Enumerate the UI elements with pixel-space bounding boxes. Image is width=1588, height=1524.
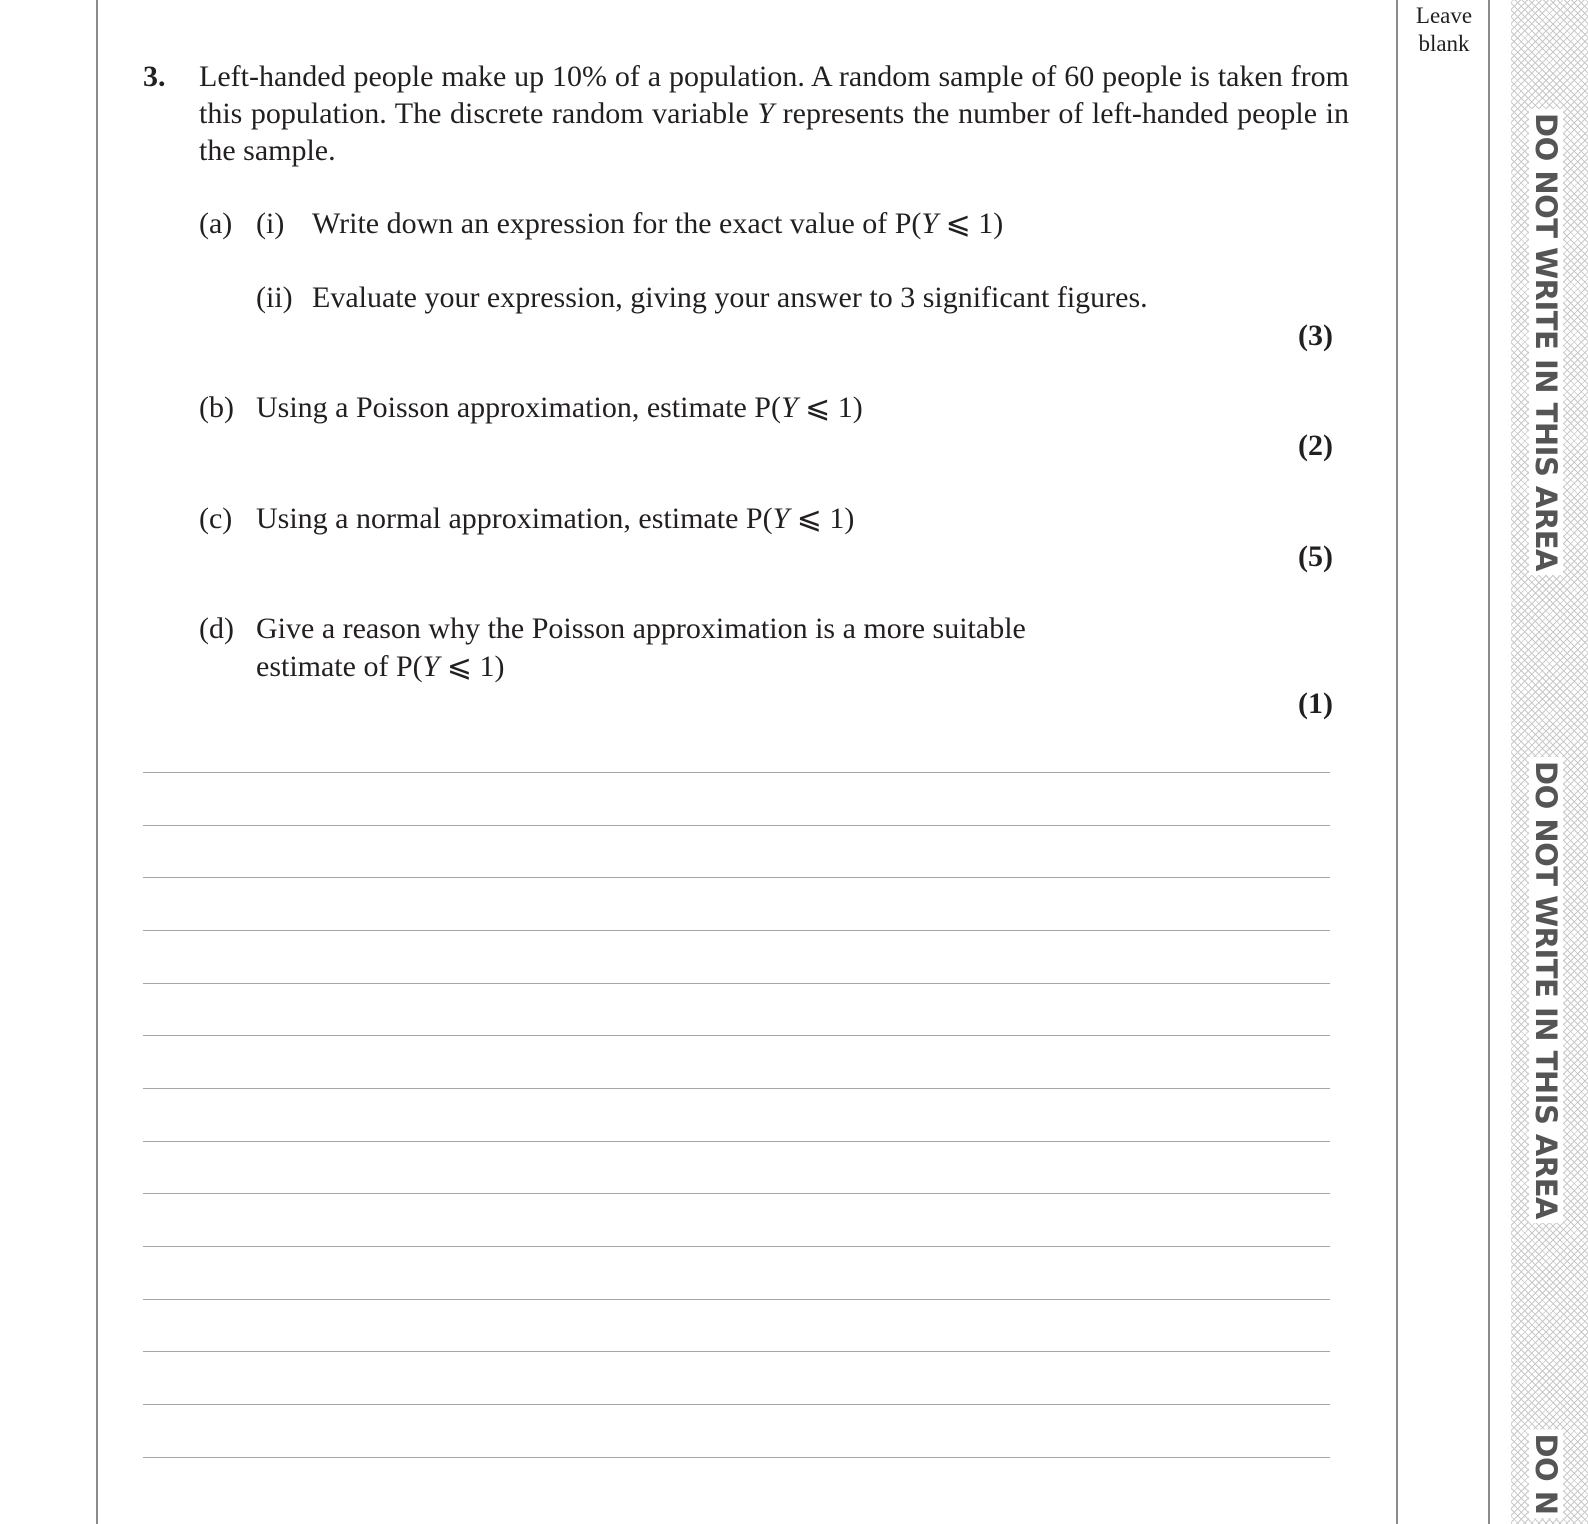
part-d-marks: (1) — [1298, 687, 1333, 720]
answer-line[interactable] — [143, 1246, 1330, 1247]
part-b-marks: (2) — [1298, 429, 1333, 462]
part-a-i-text: Write down an expression for the exact value of P(Y ⩽ 1) — [312, 207, 1004, 240]
part-b-label: (b) — [199, 391, 234, 424]
part-a-ii-text: Evaluate your expression, giving your answer to 3 significant figures. — [312, 281, 1148, 314]
answer-line[interactable] — [143, 1457, 1330, 1458]
answer-line[interactable] — [143, 1141, 1330, 1142]
stem-variable: Y — [757, 97, 775, 130]
part-d-label: (d) — [199, 612, 234, 645]
part-a-label: (a) — [199, 207, 233, 240]
exam-page: Leave blank DO NOT WRITE IN THIS AREA DO NOT WRITE IN THIS AREA DO N 3. Left-handed people make up 10% of a population. A random sample of 60 people is taken from this population. The discrete random variable Y represents the number of left-handed people in the sample. (a) (i) Write down an expression for the exact value of P(Y ⩽ 1) (ii) Evaluate your expression, giving your answer to 3 significant figures. (3) (b) Using a Poisson approximation, estimate P(Y ⩽ 1) (2) (c) Using a normal approximation, estimate P(Y ⩽ 1) (5) (d) Give a reason why the Poisson approximation is a more suitable estimate of P(Y ⩽ 1) (1) — [0, 0, 1588, 1524]
answer-line[interactable] — [143, 1351, 1330, 1352]
question-number: 3. — [143, 60, 166, 93]
answer-line[interactable] — [143, 1088, 1330, 1089]
answer-line[interactable] — [143, 877, 1330, 878]
answer-line[interactable] — [143, 983, 1330, 984]
stem-line-1: Left-handed people make up 10% of a population. A random sample of 60 people is taken — [199, 60, 1283, 93]
leave-blank-label — [1398, 2, 1490, 58]
answer-line[interactable] — [143, 825, 1330, 826]
leave-blank-word-2: blank — [1418, 31, 1470, 56]
part-a-i-label: (i) — [256, 207, 285, 240]
question-stem — [199, 58, 1349, 169]
answer-line[interactable] — [143, 1035, 1330, 1036]
stem-line-3: people in the sample. — [199, 97, 1349, 167]
leave-blank-divider — [1396, 0, 1398, 1524]
answer-line[interactable] — [143, 772, 1330, 773]
part-d-text-2: estimate of P(Y ⩽ 1) — [256, 650, 505, 683]
part-c-text: Using a normal approximation, estimate P(Y ⩽ 1) — [256, 502, 855, 535]
answer-line[interactable] — [143, 930, 1330, 931]
part-c-marks: (5) — [1298, 540, 1333, 573]
part-c-label: (c) — [199, 502, 233, 535]
part-b-text: Using a Poisson approximation, estimate P(Y ⩽ 1) — [256, 391, 863, 424]
stem-line-2-end: represents the number of left-handed — [774, 97, 1229, 130]
answer-line[interactable] — [143, 1404, 1330, 1405]
answer-line[interactable] — [143, 1299, 1330, 1300]
stem-line-2: from this population. The discrete random variable — [199, 60, 1349, 130]
leave-blank-word-1: Leave — [1415, 3, 1473, 28]
part-a-marks: (3) — [1298, 319, 1333, 352]
part-d-text-1: Give a reason why the Poisson approximation is a more suitable — [256, 612, 1026, 645]
part-a-ii-label: (ii) — [256, 281, 293, 314]
answer-line[interactable] — [143, 1193, 1330, 1194]
